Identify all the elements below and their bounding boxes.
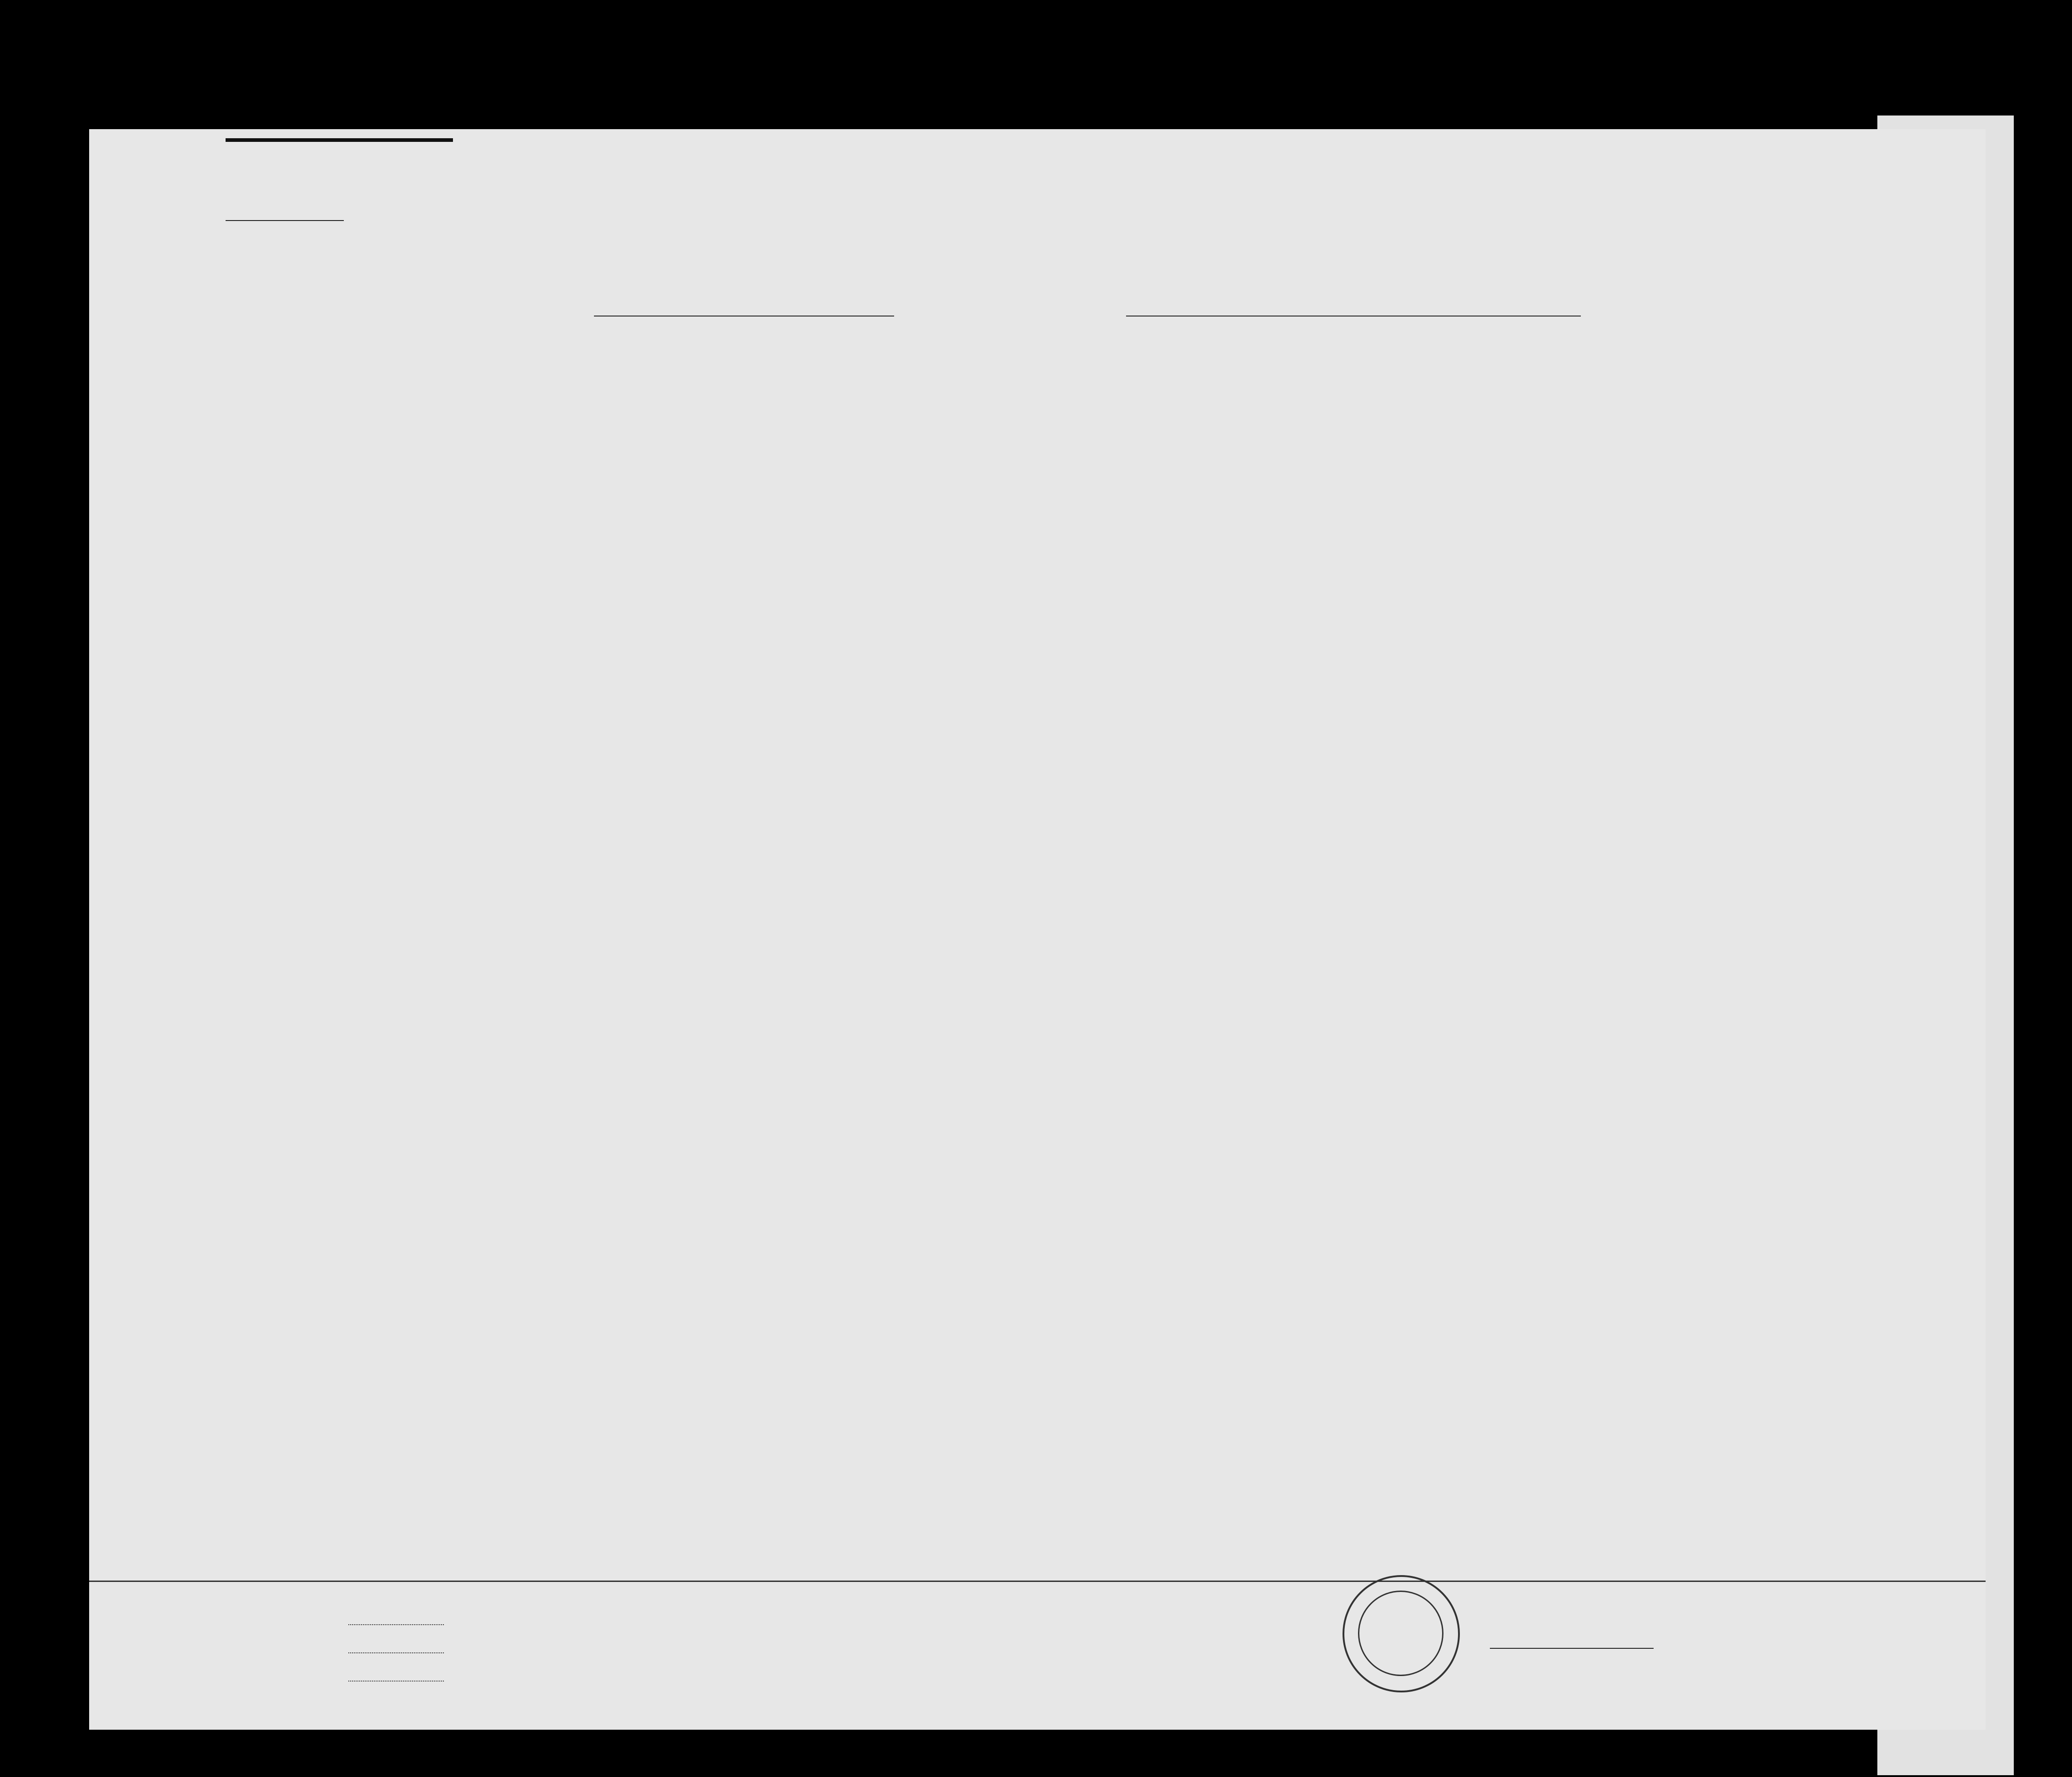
manifest-sheet <box>89 129 1986 1730</box>
table-grid <box>89 129 1986 1730</box>
company-stamp <box>1343 1575 1460 1692</box>
